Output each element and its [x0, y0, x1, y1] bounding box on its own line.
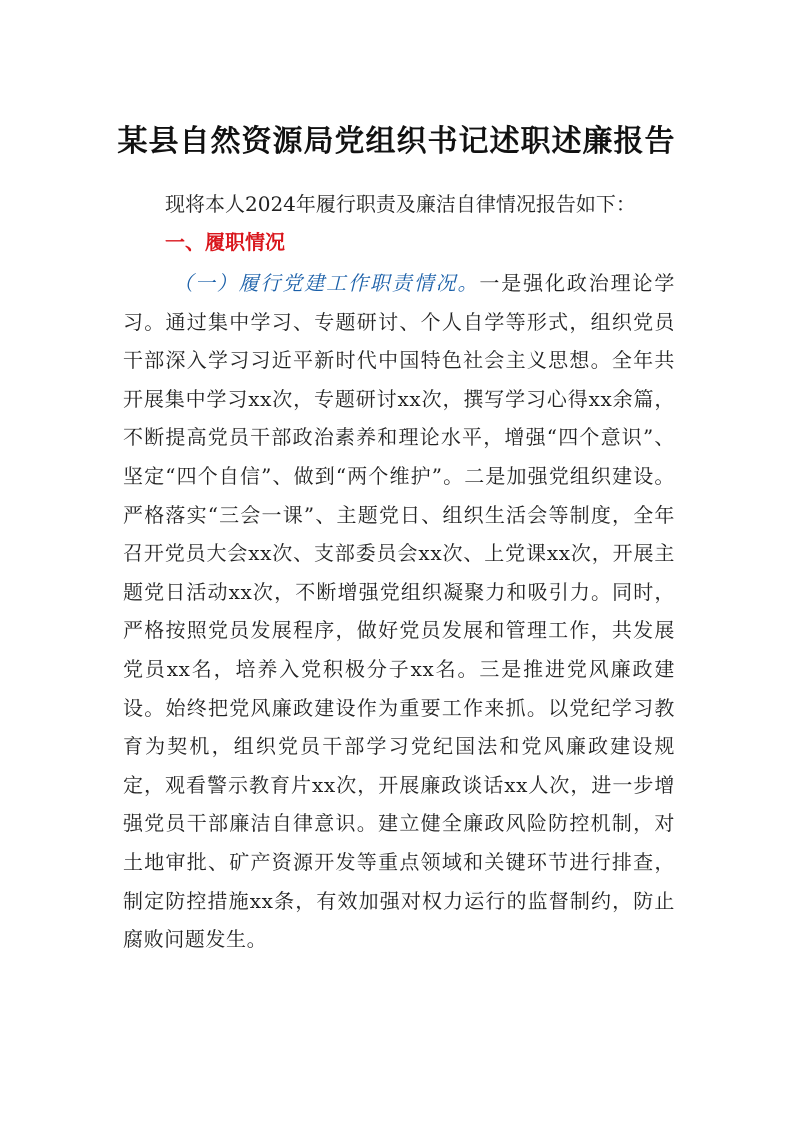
document-title: 某县自然资源局党组织书记述职述廉报告 [117, 124, 676, 159]
section-heading-performance: 一、履职情况 [165, 230, 285, 254]
intro-paragraph: 现将本人2024年履行职责及廉洁自律情况报告如下： [165, 192, 636, 216]
subsection-body-text: 一是强化政治理论学习。通过集中学习、专题研讨、个人自学等形式，组织党员干部深入学习习近平新时代中国特色社会主义思想。全年共开展集中学习xx次，专题研讨xx次，撰写学习心得xx余篇，不断提高党员干部政治素养和理论水平，增强“四个意识”、坚定“四个自信”、做到“两个维护”。二是加强党组织建设。严格落实“三会一课”、主题党日、组织生活会等制度，全年召开党员大会xx次、支部委员会xx次、上党课xx次，开展主题党日活动xx次，不断增强党组织凝聚力和吸引力。同时，严格按照党员发展程序，做好党员发展和管理工作，共发展党员xx名，培养入党积极分子xx名。三是推进党风廉政建设。始终把党风廉政建设作为重要工作来抓。以党纪学习教育为契机，组织党员干部学习党纪国法和党风廉政建设规定，观看警示教育片xx次，开展廉政谈话xx人次，进一步增强党员干部廉洁自律意识。建立健全廉政风险防控机制，对土地审批、矿产资源开发等重点领域和关键环节进行排查，制定防控措施xx条，有效加强对权力运行的监督制约，防止腐败问题发生。 [123, 271, 675, 952]
body-paragraph [123, 264, 675, 959]
subsection-heading-party-building: （一）履行党建工作职责情况。 [173, 271, 480, 295]
